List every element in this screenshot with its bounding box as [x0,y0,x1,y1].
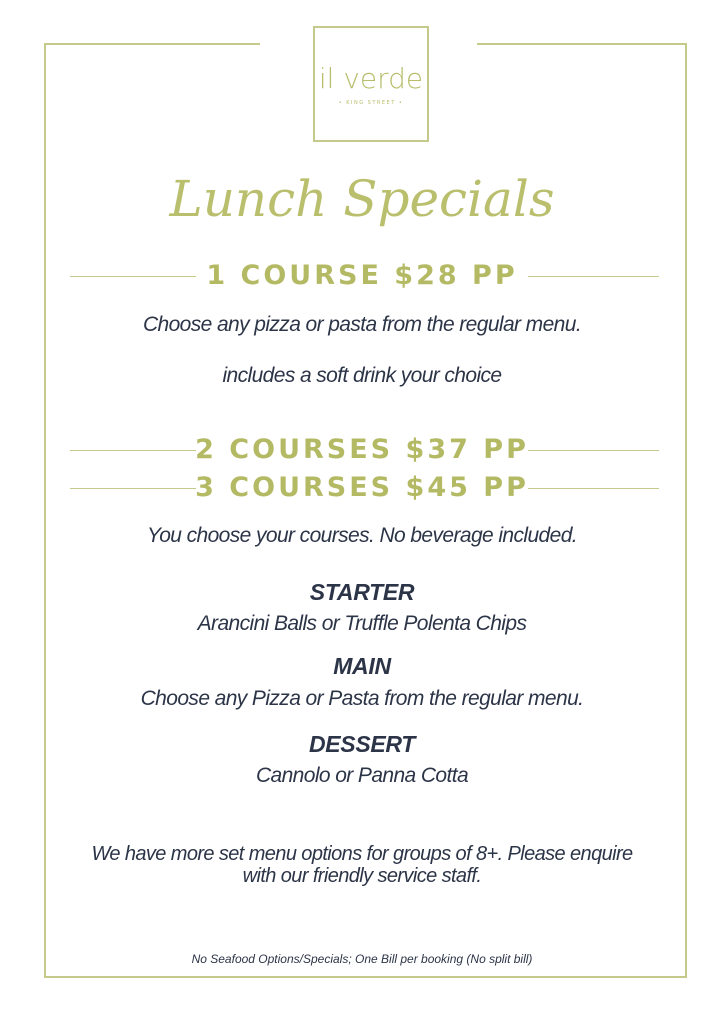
one-course-heading: 1 COURSE $28 PP [206,260,518,291]
starter-label: STARTER [309,579,415,605]
multi-course-note: You choose your courses. No beverage included. [146,524,578,547]
groups-note-line2: with our friendly service staff. [242,865,482,887]
two-course-heading: 2 COURSES $37 PP [195,434,529,465]
one-course-line1: Choose any pizza or pasta from the regular menu. [142,313,582,336]
footer-note: No Seafood Options/Specials; One Bill per booking (No split bill) [191,952,533,966]
dessert-label: DESSERT [308,731,416,757]
logo-name: il verde [318,62,424,95]
one-course-line2: includes a soft drink your choice [222,364,502,387]
starter-desc: Arancini Balls or Truffle Polenta Chips [197,612,527,635]
page-title: Lunch Specials [169,170,555,228]
logo-location: • KING STREET • [338,100,404,106]
logo [313,26,429,142]
three-course-heading: 3 COURSES $45 PP [195,472,529,503]
dessert-desc: Cannolo or Panna Cotta [255,764,469,787]
main-desc: Choose any Pizza or Pasta from the regular menu. [140,687,584,710]
frame-bottom [44,976,687,978]
main-label: MAIN [333,653,391,679]
frame-top-left [44,43,260,45]
groups-note-line1: We have more set menu options for groups of 8+. Please enquire [91,843,633,865]
frame-top-right [477,43,687,45]
